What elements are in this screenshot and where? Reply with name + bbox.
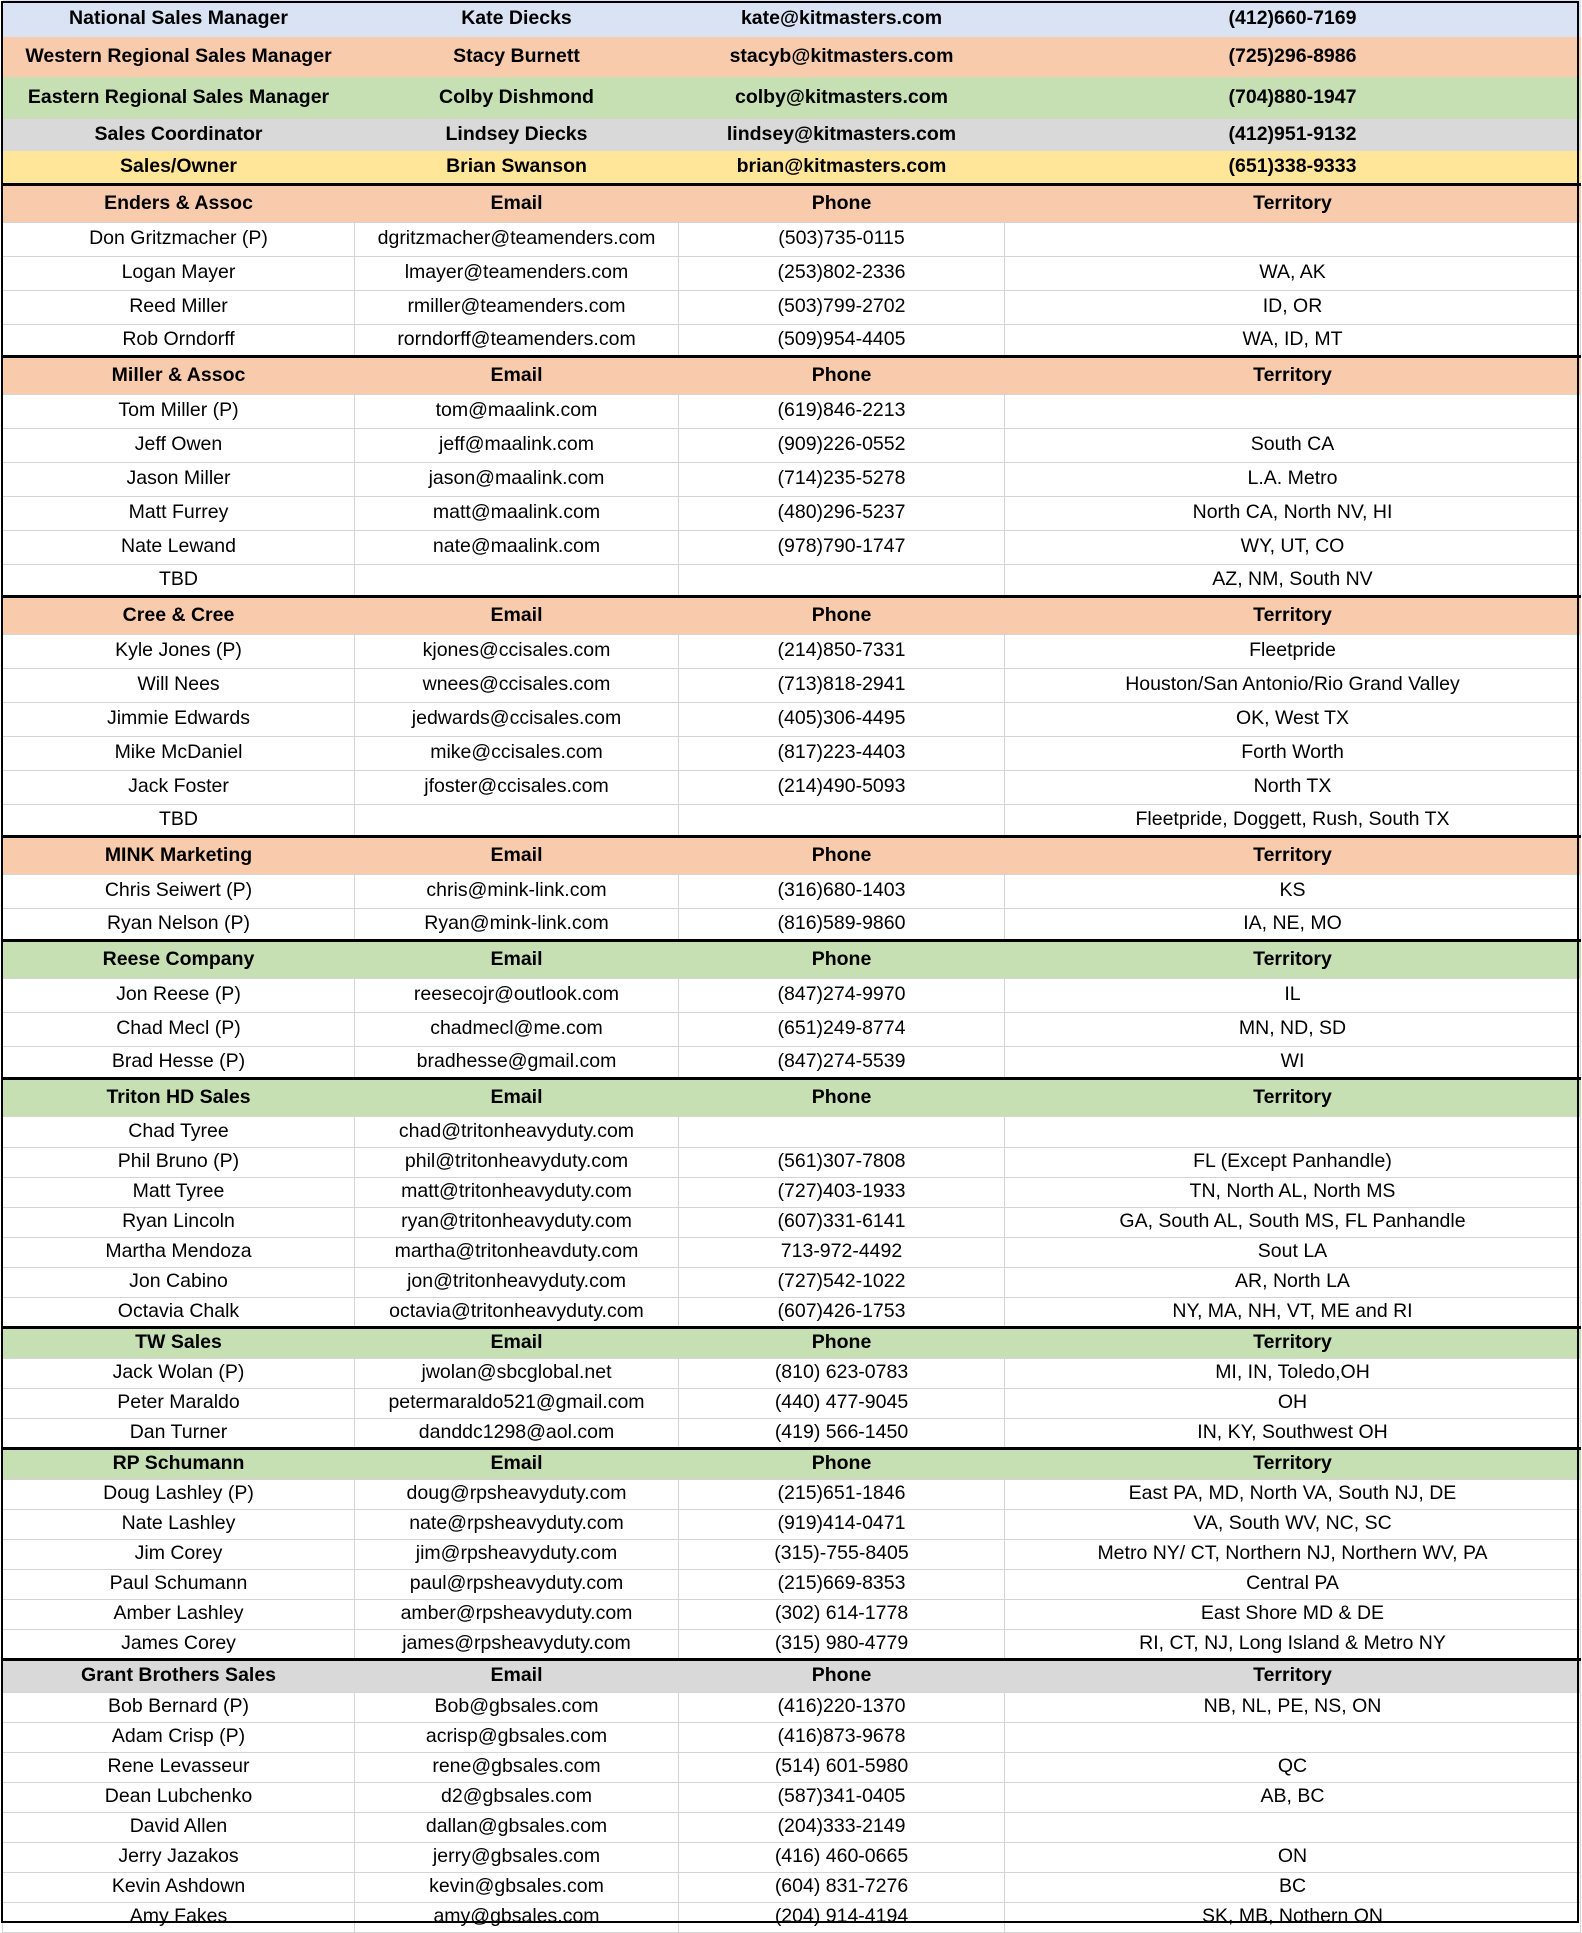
column-header-email: Email <box>355 1078 679 1116</box>
rep-territory-cell: East Shore MD & DE <box>1005 1599 1581 1629</box>
table-row <box>3 1722 1581 1752</box>
rep-phone-cell: (214)490-5093 <box>679 770 1005 804</box>
rep-phone-cell: (607)426-1753 <box>679 1297 1005 1327</box>
rep-territory-cell: OH <box>1005 1388 1581 1418</box>
rep-email-link[interactable]: jim@rpsheavyduty.com <box>355 1539 679 1569</box>
rep-name-cell: Martha Mendoza <box>3 1237 355 1267</box>
table-row <box>3 530 1581 564</box>
column-header-territory: Territory <box>1005 1448 1581 1479</box>
column-header-phone: Phone <box>679 184 1005 222</box>
rep-territory-cell: SK, MB, Nothern ON <box>1005 1902 1581 1932</box>
table-row <box>3 1842 1581 1872</box>
rep-territory-cell: NY, MA, NH, VT, ME and RI <box>1005 1297 1581 1327</box>
table-row <box>3 1297 1581 1327</box>
rep-territory-cell: East PA, MD, North VA, South NJ, DE <box>1005 1479 1581 1509</box>
rep-phone-cell: (587)341-0405 <box>679 1782 1005 1812</box>
rep-name-cell: Ryan Nelson (P) <box>3 908 355 940</box>
column-header-phone: Phone <box>679 1327 1005 1358</box>
rep-name-cell: Peter Maraldo <box>3 1388 355 1418</box>
rep-email-link[interactable]: doug@rpsheavyduty.com <box>355 1479 679 1509</box>
rep-territory-cell: ON <box>1005 1842 1581 1872</box>
rep-phone-cell: (416) 460-0665 <box>679 1842 1005 1872</box>
rep-name-cell: Adam Crisp (P) <box>3 1722 355 1752</box>
rep-email-link[interactable]: dgritzmacher@teamenders.com <box>355 222 679 256</box>
name-cell: Stacy Burnett <box>453 45 580 68</box>
rep-territory-cell: South CA <box>1005 428 1581 462</box>
table-row <box>3 1599 1581 1629</box>
rep-name-cell: James Corey <box>3 1629 355 1659</box>
table-row <box>3 256 1581 290</box>
column-header-phone: Phone <box>679 596 1005 634</box>
agency-header-reese-company <box>3 940 1581 978</box>
rep-name-cell: Chad Tyree <box>3 1116 355 1147</box>
table-row <box>3 1569 1581 1599</box>
table-row <box>3 1872 1581 1902</box>
rep-email-link[interactable]: rorndorff@teamenders.com <box>355 324 679 356</box>
rep-name-cell: TBD <box>3 804 355 836</box>
rep-email-link[interactable]: matt@tritonheavyduty.com <box>355 1177 679 1207</box>
rep-name-cell: Paul Schumann <box>3 1569 355 1599</box>
table-row <box>3 1177 1581 1207</box>
column-header-territory: Territory <box>1005 1659 1581 1692</box>
column-header-phone: Phone <box>679 836 1005 874</box>
rep-phone-cell: (978)790-1747 <box>679 530 1005 564</box>
rep-territory-cell: ID, OR <box>1005 290 1581 324</box>
rep-territory-cell: WI <box>1005 1046 1581 1078</box>
column-header-phone: Phone <box>679 356 1005 394</box>
rep-territory-cell: Fleetpride, Doggett, Rush, South TX <box>1005 804 1581 836</box>
rep-territory-cell: FL (Except Panhandle) <box>1005 1147 1581 1177</box>
rep-phone-cell: (810) 623-0783 <box>679 1358 1005 1388</box>
rep-email-link[interactable]: chadmecl@me.com <box>355 1012 679 1046</box>
agency-header-enders-assoc <box>3 184 1581 222</box>
agency-header-triton-hd-sales <box>3 1078 1581 1116</box>
agency-name: RP Schumann <box>3 1448 355 1479</box>
column-header-email: Email <box>355 1448 679 1479</box>
agency-name: Enders & Assoc <box>3 184 355 222</box>
agency-header-cree-cree <box>3 596 1581 634</box>
table-row <box>3 1629 1581 1659</box>
rep-name-cell: Jerry Jazakos <box>3 1842 355 1872</box>
rep-phone-cell: (509)954-4405 <box>679 324 1005 356</box>
rep-territory-cell: IN, KY, Southwest OH <box>1005 1418 1581 1448</box>
rep-name-cell: Jimmie Edwards <box>3 702 355 736</box>
leadership-row-western-regional-sales-manager <box>3 37 1581 77</box>
table-row <box>3 1902 1581 1932</box>
column-header-territory: Territory <box>1005 940 1581 978</box>
rep-name-cell: Kevin Ashdown <box>3 1872 355 1902</box>
table-row <box>3 770 1581 804</box>
rep-territory-cell: GA, South AL, South MS, FL Panhandle <box>1005 1207 1581 1237</box>
rep-email-link[interactable]: acrisp@gbsales.com <box>355 1722 679 1752</box>
rep-email-link[interactable]: matt@maalink.com <box>355 496 679 530</box>
rep-name-cell: Reed Miller <box>3 290 355 324</box>
rep-territory-cell: MN, ND, SD <box>1005 1012 1581 1046</box>
rep-territory-cell: Houston/San Antonio/Rio Grand Valley <box>1005 668 1581 702</box>
rep-name-cell: Kyle Jones (P) <box>3 634 355 668</box>
table-row <box>3 1539 1581 1569</box>
rep-territory-cell: QC <box>1005 1752 1581 1782</box>
rep-name-cell: Jon Cabino <box>3 1267 355 1297</box>
name-cell: Lindsey Diecks <box>445 123 588 146</box>
rep-territory-cell: NB, NL, PE, NS, ON <box>1005 1692 1581 1722</box>
rep-phone-cell: (816)589-9860 <box>679 908 1005 940</box>
rep-phone-cell: (919)414-0471 <box>679 1509 1005 1539</box>
rep-territory-cell: L.A. Metro <box>1005 462 1581 496</box>
column-header-territory: Territory <box>1005 356 1581 394</box>
agency-name: Grant Brothers Sales <box>3 1659 355 1692</box>
rep-territory-cell: North TX <box>1005 770 1581 804</box>
rep-name-cell: Brad Hesse (P) <box>3 1046 355 1078</box>
rep-phone-cell: (315)-755-8405 <box>679 1539 1005 1569</box>
rep-territory-cell: Central PA <box>1005 1569 1581 1599</box>
rep-phone-cell: (619)846-2213 <box>679 394 1005 428</box>
rep-name-cell: Rene Levasseur <box>3 1752 355 1782</box>
column-header-territory: Territory <box>1005 1327 1581 1358</box>
table-row <box>3 908 1581 940</box>
rep-phone-cell: (714)235-5278 <box>679 462 1005 496</box>
rep-email-link[interactable]: jerry@gbsales.com <box>355 1842 679 1872</box>
rep-territory-cell: AB, BC <box>1005 1782 1581 1812</box>
rep-email-link[interactable]: rene@gbsales.com <box>355 1752 679 1782</box>
rep-name-cell: Nate Lashley <box>3 1509 355 1539</box>
rep-phone-cell <box>679 1116 1005 1147</box>
rep-email-link[interactable]: nate@maalink.com <box>355 530 679 564</box>
email-link[interactable]: kate@kitmasters.com <box>740 6 943 29</box>
rep-name-cell: Jon Reese (P) <box>3 978 355 1012</box>
rep-phone-cell: (713)818-2941 <box>679 668 1005 702</box>
rep-name-cell: Amy Fakes <box>3 1902 355 1932</box>
table-row <box>3 736 1581 770</box>
rep-email-link[interactable]: rmiller@teamenders.com <box>355 290 679 324</box>
table-row <box>3 634 1581 668</box>
table-row <box>3 564 1581 596</box>
rep-territory-cell: WA, AK <box>1005 256 1581 290</box>
table-row <box>3 1479 1581 1509</box>
rep-email-link[interactable]: jon@tritonheavyduty.com <box>355 1267 679 1297</box>
agency-header-miller-assoc <box>3 356 1581 394</box>
rep-email-link[interactable]: petermaraldo521@gmail.com <box>355 1388 679 1418</box>
rep-phone-cell: (302) 614-1778 <box>679 1599 1005 1629</box>
name-cell: Colby Dishmond <box>439 86 594 109</box>
rep-name-cell: Will Nees <box>3 668 355 702</box>
table-row <box>3 1418 1581 1448</box>
rep-email-link[interactable]: reesecojr@outlook.com <box>355 978 679 1012</box>
leadership-row-eastern-regional-sales-manager <box>3 77 1581 119</box>
rep-email-link[interactable]: jason@maalink.com <box>355 462 679 496</box>
table-row <box>3 668 1581 702</box>
rep-email-link[interactable]: james@rpsheavyduty.com <box>355 1629 679 1659</box>
rep-name-cell: Bob Bernard (P) <box>3 1692 355 1722</box>
rep-name-cell: Phil Bruno (P) <box>3 1147 355 1177</box>
column-header-phone: Phone <box>679 1448 1005 1479</box>
rep-email-link[interactable]: bradhesse@gmail.com <box>355 1046 679 1078</box>
table-row <box>3 1752 1581 1782</box>
rep-phone-cell: (204) 914-4194 <box>679 1902 1005 1932</box>
rep-territory-cell: North CA, North NV, HI <box>1005 496 1581 530</box>
rep-territory-cell: BC <box>1005 1872 1581 1902</box>
rep-territory-cell: WA, ID, MT <box>1005 324 1581 356</box>
rep-territory-cell: OK, West TX <box>1005 702 1581 736</box>
rep-territory-cell: Fleetpride <box>1005 634 1581 668</box>
rep-email-link[interactable]: kjones@ccisales.com <box>355 634 679 668</box>
column-header-territory: Territory <box>1005 836 1581 874</box>
column-header-email: Email <box>355 940 679 978</box>
name-cell: Kate Diecks <box>461 6 572 29</box>
rep-phone-cell: (416)873-9678 <box>679 1722 1005 1752</box>
table-row <box>3 462 1581 496</box>
role-cell: Western Regional Sales Manager <box>25 45 332 68</box>
name-cell: Brian Swanson <box>446 155 587 177</box>
contacts-table <box>2 0 1581 1933</box>
rep-phone-cell: (817)223-4403 <box>679 736 1005 770</box>
table-row <box>3 1207 1581 1237</box>
rep-territory-cell <box>1005 394 1581 428</box>
rep-email-link[interactable]: danddc1298@aol.com <box>355 1418 679 1448</box>
table-row <box>3 496 1581 530</box>
agency-header-tw-sales <box>3 1327 1581 1358</box>
rep-phone-cell: (440) 477-9045 <box>679 1388 1005 1418</box>
rep-territory-cell: Forth Worth <box>1005 736 1581 770</box>
rep-name-cell: Octavia Chalk <box>3 1297 355 1327</box>
rep-email-link[interactable]: phil@tritonheavyduty.com <box>355 1147 679 1177</box>
rep-email-link[interactable]: jeff@maalink.com <box>355 428 679 462</box>
table-row <box>3 1237 1581 1267</box>
leadership-row-sales-owner <box>3 151 1581 184</box>
rep-territory-cell: Sout LA <box>1005 1237 1581 1267</box>
table-row <box>3 1782 1581 1812</box>
table-row <box>3 874 1581 908</box>
rep-phone-cell: (316)680-1403 <box>679 874 1005 908</box>
rep-email-link[interactable]: amber@rpsheavyduty.com <box>355 1599 679 1629</box>
table-row <box>3 1509 1581 1539</box>
rep-name-cell: Dan Turner <box>3 1418 355 1448</box>
rep-territory-cell <box>1005 222 1581 256</box>
phone-cell: (704)880-1947 <box>1228 86 1357 109</box>
rep-email-link[interactable]: jfoster@ccisales.com <box>355 770 679 804</box>
rep-name-cell: Dean Lubchenko <box>3 1782 355 1812</box>
table-row <box>3 1046 1581 1078</box>
rep-phone-cell: (727)403-1933 <box>679 1177 1005 1207</box>
rep-territory-cell: Metro NY/ CT, Northern NJ, Northern WV, PA <box>1005 1539 1581 1569</box>
agency-name: Triton HD Sales <box>3 1078 355 1116</box>
table-row <box>3 222 1581 256</box>
column-header-email: Email <box>355 836 679 874</box>
email-link[interactable]: brian@kitmasters.com <box>736 155 947 177</box>
column-header-territory: Territory <box>1005 1078 1581 1116</box>
rep-phone-cell: (214)850-7331 <box>679 634 1005 668</box>
rep-name-cell: Mike McDaniel <box>3 736 355 770</box>
rep-phone-cell: (215)651-1846 <box>679 1479 1005 1509</box>
table-row <box>3 978 1581 1012</box>
column-header-email: Email <box>355 596 679 634</box>
rep-territory-cell: VA, South WV, NC, SC <box>1005 1509 1581 1539</box>
rep-name-cell: Matt Furrey <box>3 496 355 530</box>
leadership-row-national-sales-manager <box>3 0 1581 37</box>
email-link[interactable]: stacyb@kitmasters.com <box>729 45 954 68</box>
table-row <box>3 1388 1581 1418</box>
table-row <box>3 394 1581 428</box>
rep-name-cell: Rob Orndorff <box>3 324 355 356</box>
rep-name-cell: Jim Corey <box>3 1539 355 1569</box>
email-link[interactable]: colby@kitmasters.com <box>734 86 948 109</box>
rep-phone-cell: (514) 601-5980 <box>679 1752 1005 1782</box>
column-header-email: Email <box>355 184 679 222</box>
rep-phone-cell <box>679 804 1005 836</box>
rep-name-cell: David Allen <box>3 1812 355 1842</box>
rep-email-link[interactable]: d2@gbsales.com <box>355 1782 679 1812</box>
role-cell: Sales Coordinator <box>94 123 263 146</box>
rep-phone-cell: (204)333-2149 <box>679 1812 1005 1842</box>
rep-email-link[interactable]: paul@rpsheavyduty.com <box>355 1569 679 1599</box>
agency-name: Miller & Assoc <box>3 356 355 394</box>
table-row <box>3 1812 1581 1842</box>
table-row <box>3 1358 1581 1388</box>
agency-header-grant-brothers-sales <box>3 1659 1581 1692</box>
rep-phone-cell: (561)307-7808 <box>679 1147 1005 1177</box>
table-row <box>3 290 1581 324</box>
rep-email-link[interactable]: amy@gbsales.com <box>355 1902 679 1932</box>
agency-name: MINK Marketing <box>3 836 355 874</box>
rep-phone-cell: (503)735-0115 <box>679 222 1005 256</box>
rep-name-cell: Tom Miller (P) <box>3 394 355 428</box>
rep-name-cell: Doug Lashley (P) <box>3 1479 355 1509</box>
rep-email-link[interactable]: wnees@ccisales.com <box>355 668 679 702</box>
rep-name-cell: Nate Lewand <box>3 530 355 564</box>
column-header-phone: Phone <box>679 1078 1005 1116</box>
table-row <box>3 324 1581 356</box>
rep-email-link[interactable]: chad@tritonheavyduty.com <box>355 1116 679 1147</box>
rep-territory-cell: RI, CT, NJ, Long Island & Metro NY <box>1005 1629 1581 1659</box>
column-header-phone: Phone <box>679 940 1005 978</box>
rep-phone-cell: (607)331-6141 <box>679 1207 1005 1237</box>
rep-name-cell: Chad Mecl (P) <box>3 1012 355 1046</box>
table-row <box>3 1116 1581 1147</box>
phone-cell: (651)338-9333 <box>1228 155 1357 177</box>
agency-header-mink-marketing <box>3 836 1581 874</box>
rep-name-cell: Jack Wolan (P) <box>3 1358 355 1388</box>
rep-phone-cell: (503)799-2702 <box>679 290 1005 324</box>
rep-email-link[interactable]: mike@ccisales.com <box>355 736 679 770</box>
rep-email-link[interactable]: chris@mink-link.com <box>355 874 679 908</box>
rep-email-link[interactable]: lmayer@teamenders.com <box>355 256 679 290</box>
rep-territory-cell <box>1005 1116 1581 1147</box>
rep-territory-cell: TN, North AL, North MS <box>1005 1177 1581 1207</box>
rep-email-link[interactable]: octavia@tritonheavyduty.com <box>355 1297 679 1327</box>
column-header-phone: Phone <box>679 1659 1005 1692</box>
rep-territory-cell <box>1005 1812 1581 1842</box>
rep-name-cell: Jack Foster <box>3 770 355 804</box>
rep-name-cell: Logan Mayer <box>3 256 355 290</box>
rep-phone-cell: (315) 980-4779 <box>679 1629 1005 1659</box>
rep-name-cell: Matt Tyree <box>3 1177 355 1207</box>
column-header-email: Email <box>355 1327 679 1358</box>
rep-phone-cell: (847)274-5539 <box>679 1046 1005 1078</box>
rep-name-cell: Jason Miller <box>3 462 355 496</box>
rep-email-link[interactable]: nate@rpsheavyduty.com <box>355 1509 679 1539</box>
phone-cell: (725)296-8986 <box>1228 45 1357 68</box>
phone-cell: (412)660-7169 <box>1228 6 1357 29</box>
rep-territory-cell: AR, North LA <box>1005 1267 1581 1297</box>
rep-name-cell: TBD <box>3 564 355 596</box>
table-row <box>3 804 1581 836</box>
rep-email-link[interactable]: Ryan@mink-link.com <box>355 908 679 940</box>
rep-phone-cell: (847)274-9970 <box>679 978 1005 1012</box>
rep-phone-cell: (215)669-8353 <box>679 1569 1005 1599</box>
rep-email-link[interactable]: dallan@gbsales.com <box>355 1812 679 1842</box>
rep-email-link[interactable]: Bob@gbsales.com <box>355 1692 679 1722</box>
column-header-territory: Territory <box>1005 596 1581 634</box>
rep-territory-cell: MI, IN, Toledo,OH <box>1005 1358 1581 1388</box>
rep-email-link[interactable]: martha@tritonheavduty.com <box>355 1237 679 1267</box>
phone-cell: (412)951-9132 <box>1228 123 1357 146</box>
contacts-table-body <box>3 0 1581 1932</box>
role-cell: Eastern Regional Sales Manager <box>27 86 330 109</box>
table-row <box>3 428 1581 462</box>
agency-header-rp-schumann <box>3 1448 1581 1479</box>
rep-email-link[interactable] <box>355 564 679 596</box>
rep-name-cell: Don Gritzmacher (P) <box>3 222 355 256</box>
rep-phone-cell: 713-972-4492 <box>679 1237 1005 1267</box>
rep-phone-cell: (419) 566-1450 <box>679 1418 1005 1448</box>
column-header-email: Email <box>355 356 679 394</box>
column-header-email: Email <box>355 1659 679 1692</box>
rep-phone-cell: (651)249-8774 <box>679 1012 1005 1046</box>
rep-email-link[interactable]: jedwards@ccisales.com <box>355 702 679 736</box>
email-link[interactable]: lindsey@kitmasters.com <box>726 123 957 146</box>
rep-phone-cell <box>679 564 1005 596</box>
rep-phone-cell: (405)306-4495 <box>679 702 1005 736</box>
table-row <box>3 1012 1581 1046</box>
rep-email-link[interactable] <box>355 804 679 836</box>
rep-territory-cell: KS <box>1005 874 1581 908</box>
rep-name-cell: Ryan Lincoln <box>3 1207 355 1237</box>
table-row <box>3 1147 1581 1177</box>
rep-email-link[interactable]: tom@maalink.com <box>355 394 679 428</box>
column-header-territory: Territory <box>1005 184 1581 222</box>
role-cell: Sales/Owner <box>119 155 238 177</box>
rep-territory-cell: IL <box>1005 978 1581 1012</box>
rep-territory-cell: WY, UT, CO <box>1005 530 1581 564</box>
rep-territory-cell: IA, NE, MO <box>1005 908 1581 940</box>
rep-name-cell: Jeff Owen <box>3 428 355 462</box>
rep-email-link[interactable]: ryan@tritonheavyduty.com <box>355 1207 679 1237</box>
agency-name: TW Sales <box>3 1327 355 1358</box>
rep-email-link[interactable]: kevin@gbsales.com <box>355 1872 679 1902</box>
role-cell: National Sales Manager <box>69 6 288 29</box>
leadership-row-sales-coordinator <box>3 119 1581 151</box>
rep-territory-cell: AZ, NM, South NV <box>1005 564 1581 596</box>
rep-territory-cell <box>1005 1722 1581 1752</box>
table-row <box>3 1692 1581 1722</box>
rep-name-cell: Amber Lashley <box>3 1599 355 1629</box>
rep-name-cell: Chris Seiwert (P) <box>3 874 355 908</box>
table-row <box>3 1267 1581 1297</box>
rep-phone-cell: (727)542-1022 <box>679 1267 1005 1297</box>
rep-phone-cell: (416)220-1370 <box>679 1692 1005 1722</box>
rep-phone-cell: (604) 831-7276 <box>679 1872 1005 1902</box>
agency-name: Cree & Cree <box>3 596 355 634</box>
rep-phone-cell: (480)296-5237 <box>679 496 1005 530</box>
rep-phone-cell: (253)802-2336 <box>679 256 1005 290</box>
agency-name: Reese Company <box>3 940 355 978</box>
rep-email-link[interactable]: jwolan@sbcglobal.net <box>355 1358 679 1388</box>
table-row <box>3 702 1581 736</box>
rep-phone-cell: (909)226-0552 <box>679 428 1005 462</box>
